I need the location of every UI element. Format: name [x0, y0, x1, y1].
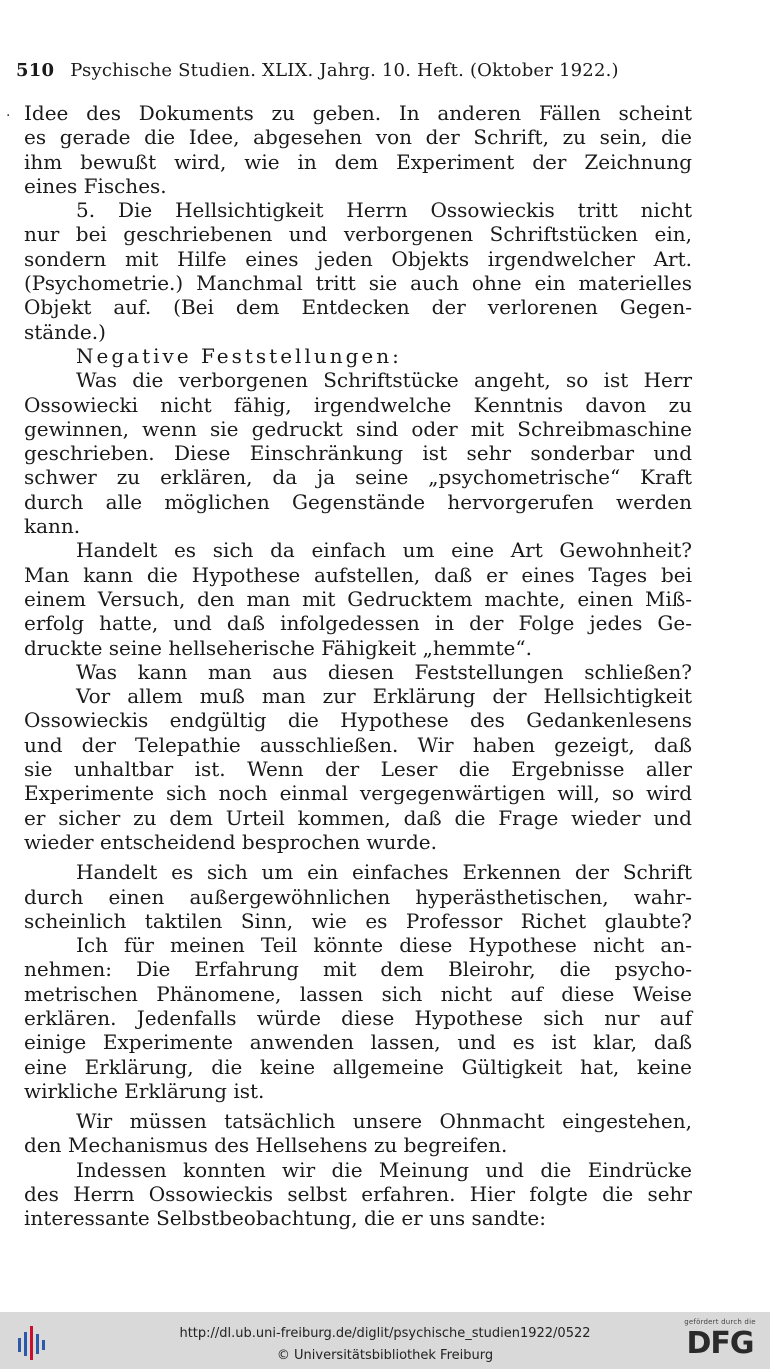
text-line: Indessen konnten wir die Meinung und die Eindrücke — [76, 1157, 692, 1182]
text-line: sondern mit Hilfe eines jeden Objekts irgendwelcher Art. — [24, 246, 692, 271]
copyright-notice: © Universitätsbibliothek Freiburg — [276, 1348, 494, 1363]
text-line: erklären. Jedenfalls würde diese Hypothese sich nur auf — [24, 1005, 692, 1030]
text-line: Wir müssen tatsächlich unsere Ohnmacht eingestehen, — [76, 1109, 692, 1134]
text-line: Vor allem muß man zur Erklärung der Hellsichtigkeit — [76, 684, 692, 709]
text-line: erfolg hatte, und daß infolgedessen in der Folge jedes Ge- — [24, 611, 692, 636]
text-line: sie unhaltbar ist. Wenn der Leser die Ergebnisse aller — [24, 757, 692, 782]
page-number: 510 — [16, 60, 55, 81]
text-line: Man kann die Hypothese aufstellen, daß er eines Tages bei — [24, 562, 692, 587]
text-line: durch einen außergewöhnlichen hyperästhetischen, wahr- — [24, 884, 692, 909]
text-line: den Mechanismus des Hellsehens zu begreifen. — [24, 1133, 508, 1158]
text-line: nur bei geschriebenen und verborgenen Schriftstücken ein, — [24, 222, 692, 247]
funder-note: gefördert durch die — [684, 1318, 756, 1326]
text-line: durch alle möglichen Gegenstände hervorgerufen werden — [24, 489, 692, 514]
text-line: nehmen: Die Erfahrung mit dem Bleirohr, die psycho- — [24, 957, 692, 982]
text-line: ihm bewußt wird, wie in dem Experiment der Zeichnung — [24, 149, 692, 174]
text-line: Handelt es sich um ein einfaches Erkennen der Schrift — [76, 860, 692, 885]
text-line: geschrieben. Diese Einschränkung ist sehr sonderbar und — [24, 441, 692, 466]
text-line: Experimente sich noch einmal vergegenwärtigen will, so wird — [24, 781, 692, 806]
text-line: schwer zu erklären, da ja seine „psychometrische“ Kraft — [24, 465, 692, 490]
text-line: und der Telepathie ausschließen. Wir haben gezeigt, daß — [24, 732, 692, 757]
text-line: Idee des Dokuments zu geben. In anderen Fällen scheint — [24, 101, 692, 125]
text-line: eine Erklärung, die keine allgemeine Gültigkeit hat, keine — [24, 1054, 692, 1079]
text-line: (Psychometrie.) Manchmal tritt sie auch ohne ein materielles — [24, 271, 692, 296]
text-line: kann. — [24, 514, 81, 539]
margin-mark: · — [6, 108, 11, 124]
text-line: Objekt auf. (Bei dem Entdecken der verlorenen Gegen- — [24, 295, 692, 320]
text-line: wieder entscheidend besprochen wurde. — [24, 829, 437, 854]
text-line: eines Fisches. — [24, 173, 167, 198]
text-line: Ossowieckis endgültig die Hypothese des Gedankenlesens — [24, 708, 692, 733]
text-line: Was die verborgenen Schriftstücke angeht, so ist Herr — [76, 368, 692, 393]
permalink-url[interactable]: http://dl.ub.uni-freiburg.de/diglit/psychische_studien1922/0522 — [179, 1326, 591, 1341]
text-line: wirkliche Erklärung ist. — [24, 1078, 265, 1103]
text-line: des Herrn Ossowieckis selbst erfahren. Hier folgte die sehr — [24, 1182, 692, 1207]
text-line: Handelt es sich da einfach um eine Art Gewohnheit? — [76, 538, 692, 563]
text-line: einige Experimente anwenden lassen, und es ist klar, daß — [24, 1030, 692, 1055]
running-header — [16, 60, 736, 81]
text-line: einem Versuch, den man mit Gedrucktem machte, einen Miß- — [24, 586, 692, 611]
text-line: Was kann man aus diesen Feststellungen schließen? — [76, 659, 692, 684]
text-line: Ich für meinen Teil könnte diese Hypothese nicht an- — [76, 933, 692, 958]
text-line: metrischen Phänomene, lassen sich nicht auf diese Weise — [24, 981, 692, 1006]
text-line: es gerade die Idee, abgesehen von der Schrift, zu sein, die — [24, 125, 692, 150]
text-line: 5. Die Hellsichtigkeit Herrn Ossowieckis tritt nicht — [76, 198, 692, 223]
text-line: er sicher zu dem Urteil kommen, daß die Frage wieder und — [24, 805, 692, 830]
library-footer — [0, 1312, 770, 1369]
text-line: druckte seine hellseherische Fähigkeit „hemmte“. — [24, 635, 532, 660]
text-line: gewinnen, wenn sie gedruckt sind oder mit Schreibmaschine — [24, 416, 692, 441]
dfg-logo: DFG — [686, 1326, 754, 1361]
body-text — [24, 101, 692, 1231]
text-line: Ossowiecki nicht fähig, irgendwelche Kenntnis davon zu — [24, 392, 692, 417]
text-line: interessante Selbstbeobachtung, die er uns sandte: — [24, 1206, 546, 1231]
running-title: Psychische Studien. XLIX. Jahrg. 10. Heft. (Oktober 1922.) — [70, 60, 619, 81]
text-line: scheinlich taktilen Sinn, wie es Professor Richet glaubte? — [24, 908, 692, 933]
section-heading: Negative Feststellungen: — [76, 343, 402, 368]
text-line: stände.) — [24, 319, 106, 344]
